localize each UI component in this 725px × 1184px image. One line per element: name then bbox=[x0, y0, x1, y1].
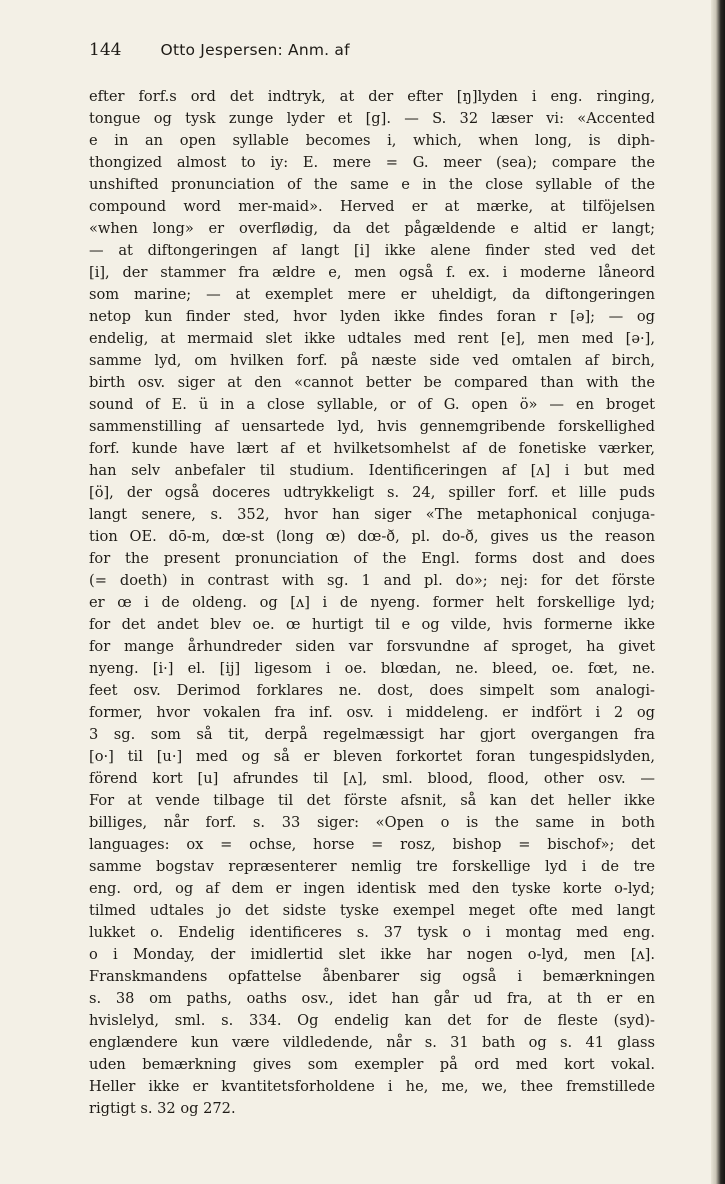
text-line: efter forf.s ord det indtryk, at der efter [ŋ]lyden i eng. ringing, bbox=[89, 88, 655, 105]
text-line: compound word mer-maid». Herved er at mærke, at tilföjelsen bbox=[89, 198, 655, 215]
text-line: langt senere, s. 352, hvor han siger «The metaphonical conjuga- bbox=[89, 506, 655, 523]
text-line: samme lyd, om hvilken forf. på næste side ved omtalen af birch, bbox=[89, 352, 655, 369]
text-line: [i], der stammer fra ældre e, men også f. ex. i moderne låneord bbox=[89, 264, 655, 281]
text-line: lukket o. Endelig identificeres s. 37 tysk o i montag med eng. bbox=[89, 924, 655, 941]
text-line: Franskmandens opfattelse åbenbarer sig også i bemærkningen bbox=[89, 968, 655, 985]
page-header bbox=[89, 40, 649, 64]
text-line: billiges, når forf. s. 33 siger: «Open o is the same in both bbox=[89, 814, 655, 831]
text-line: sound of E. ü in a close syllable, or of G. open ö» — en broget bbox=[89, 396, 655, 413]
text-line: Heller ikke er kvantitetsforholdene i he, me, we, thee fremstillede bbox=[89, 1078, 655, 1095]
text-line: englændere kun være vildledende, når s. 31 bath og s. 41 glass bbox=[89, 1034, 655, 1051]
text-line: tion OE. dō-m, dœ-st (long œ) dœ-ð, pl. do-ð, gives us the reason bbox=[89, 528, 655, 545]
text-line: — at diftongeringen af langt [i] ikke alene finder sted ved det bbox=[89, 242, 655, 259]
text-line: e in an open syllable becomes i, which, when long, is diph- bbox=[89, 132, 655, 149]
text-line: endelig, at mermaid slet ikke udtales med rent [e], men med [ə·], bbox=[89, 330, 655, 347]
text-line: hvislelyd, sml. s. 334. Og endelig kan det for de fleste (syd)- bbox=[89, 1012, 655, 1029]
text-line: feet osv. Derimod forklares ne. dost, does simpelt som analogi- bbox=[89, 682, 655, 699]
text-line: forf. kunde have lært af et hvilketsomhelst af de fonetiske værker, bbox=[89, 440, 655, 457]
text-line: tilmed udtales jo det sidste tyske exempel meget ofte med langt bbox=[89, 902, 655, 919]
page-edge-shadow bbox=[711, 0, 725, 1184]
text-line: nyeng. [i·] el. [ij] ligesom i oe. blœdan, ne. bleed, oe. fœt, ne. bbox=[89, 660, 655, 677]
text-line: «when long» er overflødig, da det pågældende e altid er langt; bbox=[89, 220, 655, 237]
text-line: eng. ord, og af dem er ingen identisk med den tyske korte o-lyd; bbox=[89, 880, 655, 897]
running-head: Otto Jespersen: Anm. af bbox=[160, 41, 350, 59]
text-line: uden bemærkning gives som exempler på ord med kort vokal. bbox=[89, 1056, 655, 1073]
text-line: s. 38 om paths, oaths osv., idet han går ud fra, at th er en bbox=[89, 990, 655, 1007]
text-line: [o·] til [u·] med og så er bleven forkortet foran tungespidslyden, bbox=[89, 748, 655, 765]
text-line: for the present pronunciation of the Engl. forms dost and does bbox=[89, 550, 655, 567]
text-line: förend kort [u] afrundes til [ʌ], sml. blood, flood, other osv. — bbox=[89, 770, 655, 787]
text-line: 3 sg. som så tit, derpå regelmæssigt har gjort overgangen fra bbox=[89, 726, 655, 743]
text-line: han selv anbefaler til studium. Identificeringen af [ʌ] i but med bbox=[89, 462, 655, 479]
text-line: (= doeth) in contrast with sg. 1 and pl. do»; nej: for det förste bbox=[89, 572, 655, 589]
page-number: 144 bbox=[89, 40, 122, 60]
text-line: languages: ox = ochse, horse = rosz, bishop = bischof»; det bbox=[89, 836, 655, 853]
text-line: for det andet blev oe. œ hurtigt til e og vilde, hvis formerne ikke bbox=[89, 616, 655, 633]
text-line: [ö], der også doceres udtrykkeligt s. 24, spiller forf. et lille puds bbox=[89, 484, 655, 501]
text-line: rigtigt s. 32 og 272. bbox=[89, 1100, 236, 1117]
text-line: thongized almost to iy: E. mere = G. meer (sea); compare the bbox=[89, 154, 655, 171]
text-line: For at vende tilbage til det förste afsnit, så kan det heller ikke bbox=[89, 792, 655, 809]
text-line: for mange århundreder siden var forsvundne af sproget, ha givet bbox=[89, 638, 655, 655]
text-line: er œ i de oldeng. og [ʌ] i de nyeng. former helt forskellige lyd; bbox=[89, 594, 655, 611]
text-line: sammenstilling af uensartede lyd, hvis gennemgribende forskellighed bbox=[89, 418, 655, 435]
text-line: unshifted pronunciation of the same e in the close syllable of the bbox=[89, 176, 655, 193]
text-line: netop kun finder sted, hvor lyden ikke findes foran r [ə]; — og bbox=[89, 308, 655, 325]
text-line: birth osv. siger at den «cannot better be compared than with the bbox=[89, 374, 655, 391]
body-text bbox=[89, 86, 655, 1120]
text-line: o i Monday, der imidlertid slet ikke har nogen o-lyd, men [ʌ]. bbox=[89, 946, 655, 963]
text-line: samme bogstav repræsenterer nemlig tre forskellige lyd i de tre bbox=[89, 858, 655, 875]
text-line: som marine; — at exemplet mere er uheldigt, da diftongeringen bbox=[89, 286, 655, 303]
text-line: former, hvor vokalen fra inf. osv. i middeleng. er indfört i 2 og bbox=[89, 704, 655, 721]
text-line: tongue og tysk zunge lyder et [g]. — S. 32 læser vi: «Accented bbox=[89, 110, 655, 127]
